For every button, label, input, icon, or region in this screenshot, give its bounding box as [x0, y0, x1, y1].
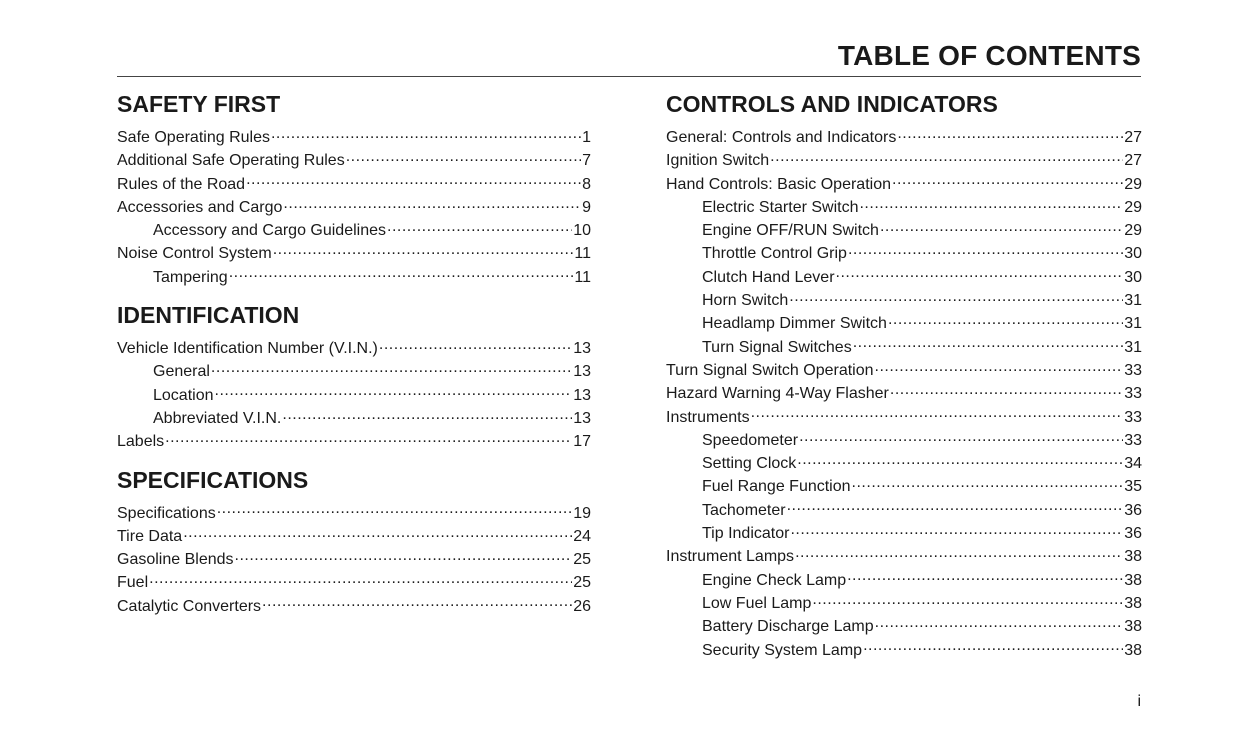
- toc-subentry[interactable]: [117, 266, 591, 289]
- entry-page-number: 30: [1124, 268, 1142, 286]
- toc-subentry[interactable]: [666, 266, 1142, 289]
- entry-page-number: 29: [1124, 198, 1142, 216]
- entry-page-number: 33: [1124, 408, 1142, 426]
- toc-entry[interactable]: [117, 242, 591, 265]
- toc-entry[interactable]: [666, 126, 1142, 149]
- toc-entry[interactable]: [666, 359, 1142, 382]
- toc-subentry[interactable]: [666, 219, 1142, 242]
- entry-label: Hand Controls: Basic Operation: [666, 175, 891, 193]
- entry-label: Specifications: [117, 504, 216, 522]
- header-divider: [117, 76, 1141, 77]
- entry-page-number: 27: [1124, 152, 1142, 170]
- toc-entry[interactable]: [117, 126, 591, 149]
- dot-leader: [346, 149, 581, 165]
- entry-label: Tachometer: [702, 501, 786, 519]
- dot-leader: [770, 149, 1123, 165]
- toc-entry[interactable]: [117, 548, 591, 571]
- dot-leader: [812, 592, 1123, 608]
- section-heading: SAFETY FIRST: [117, 91, 281, 117]
- toc-entry[interactable]: [666, 149, 1142, 172]
- dot-leader: [797, 452, 1123, 468]
- entry-page-number: 29: [1124, 222, 1142, 240]
- dot-leader: [888, 312, 1123, 328]
- toc-section: [666, 88, 1142, 662]
- entry-page-number: 24: [573, 527, 591, 545]
- entry-page-number: 31: [1124, 338, 1142, 356]
- toc-subentry[interactable]: [666, 522, 1142, 545]
- entry-label: Catalytic Converters: [117, 597, 262, 615]
- toc-entry[interactable]: [117, 337, 591, 360]
- section-heading: SPECIFICATIONS: [117, 466, 309, 493]
- dot-leader: [273, 242, 574, 258]
- entry-label: Instruments: [666, 408, 750, 426]
- entry-label: Fuel Range Function: [702, 478, 851, 496]
- entry-label: Ignition Switch: [666, 152, 770, 170]
- toc-entry[interactable]: [117, 196, 591, 219]
- entry-label: Fuel: [117, 574, 149, 592]
- dot-leader: [848, 242, 1123, 258]
- dot-leader: [183, 525, 572, 541]
- entry-page-number: 36: [1124, 525, 1142, 543]
- dot-leader: [165, 430, 572, 446]
- dot-leader: [379, 337, 572, 353]
- entry-label: Gasoline Blends: [117, 551, 234, 569]
- toc-subentry[interactable]: [666, 639, 1142, 662]
- entry-page-number: 38: [1124, 548, 1142, 566]
- entry-label: Tire Data: [117, 527, 183, 545]
- dot-leader: [799, 429, 1123, 445]
- entry-page-number: 8: [582, 175, 591, 193]
- entry-label: Setting Clock: [702, 455, 797, 473]
- toc-right-column: [666, 88, 1142, 672]
- dot-leader: [875, 615, 1124, 631]
- entry-page-number: 30: [1124, 245, 1142, 263]
- dot-leader: [795, 545, 1123, 561]
- toc-entry[interactable]: [117, 595, 591, 618]
- entry-label: Turn Signal Switches: [702, 338, 852, 356]
- entry-label: Hazard Warning 4-Way Flasher: [666, 385, 889, 403]
- section-heading: IDENTIFICATION: [117, 302, 300, 329]
- toc-subentry[interactable]: [666, 429, 1142, 452]
- entry-page-number: 33: [1124, 385, 1142, 403]
- entry-page-number: 7: [582, 152, 591, 170]
- entry-label: General: [153, 363, 210, 381]
- dot-leader: [863, 639, 1123, 655]
- entry-label: Electric Starter Switch: [702, 198, 859, 216]
- entry-label: Safe Operating Rules: [117, 129, 270, 146]
- entry-label: Vehicle Identification Number (V.I.N.): [117, 340, 378, 358]
- entry-label: Turn Signal Switch Operation: [666, 361, 874, 379]
- dot-leader: [853, 336, 1124, 352]
- entry-label: Low Fuel Lamp: [702, 594, 812, 612]
- entry-label: Tip Indicator: [702, 525, 790, 543]
- dot-leader: [892, 173, 1123, 189]
- dot-leader: [875, 359, 1124, 375]
- entry-label: Instrument Lamps: [666, 548, 795, 566]
- entry-page-number: 13: [573, 386, 591, 404]
- dot-leader: [229, 266, 574, 282]
- toc-subentry[interactable]: [666, 499, 1142, 522]
- entry-page-number: 17: [573, 433, 591, 451]
- entry-label: General: Controls and Indicators: [666, 129, 897, 146]
- entry-label: Abbreviated V.I.N.: [153, 409, 282, 427]
- dot-leader: [787, 499, 1124, 515]
- dot-leader: [387, 219, 572, 235]
- entry-page-number: 11: [574, 245, 591, 263]
- toc-subentry[interactable]: [666, 289, 1142, 312]
- dot-leader: [859, 196, 1123, 212]
- toc-subentry[interactable]: [117, 219, 591, 242]
- dot-leader: [262, 595, 572, 611]
- entry-page-number: 36: [1124, 501, 1142, 519]
- toc-subentry[interactable]: [117, 360, 591, 383]
- dot-leader: [215, 384, 573, 400]
- toc-subentry[interactable]: [666, 196, 1142, 219]
- dot-leader: [217, 502, 572, 518]
- entry-label: Additional Safe Operating Rules: [117, 152, 345, 170]
- toc-subentry[interactable]: [666, 615, 1142, 638]
- dot-leader: [836, 266, 1124, 282]
- section-heading: CONTROLS AND INDICATORS: [666, 91, 998, 117]
- entry-label: Throttle Control Grip: [702, 245, 847, 263]
- entry-page-number: 38: [1124, 618, 1142, 636]
- entry-label: Headlamp Dimmer Switch: [702, 315, 887, 333]
- entry-label: Clutch Hand Lever: [702, 268, 835, 286]
- entry-page-number: 27: [1124, 129, 1142, 146]
- dot-leader: [271, 126, 581, 142]
- entry-label: Noise Control System: [117, 245, 272, 263]
- entry-page-number: 31: [1124, 315, 1142, 333]
- entry-page-number: 31: [1124, 292, 1142, 310]
- toc-entry[interactable]: [117, 525, 591, 548]
- toc-subentry[interactable]: [117, 384, 591, 407]
- entry-page-number: 25: [573, 551, 591, 569]
- entry-label: Tampering: [153, 268, 228, 286]
- toc-subentry[interactable]: [666, 336, 1142, 359]
- dot-leader: [211, 360, 572, 376]
- toc-subentry[interactable]: [666, 242, 1142, 265]
- entry-page-number: 38: [1124, 571, 1142, 589]
- toc-section: [117, 299, 591, 453]
- page-title: TABLE OF CONTENTS: [837, 40, 1141, 71]
- entry-page-number: 19: [573, 504, 591, 522]
- dot-leader: [246, 173, 581, 189]
- page-number: i: [1137, 693, 1141, 710]
- dot-leader: [283, 196, 581, 212]
- entry-page-number: 1: [582, 129, 591, 146]
- toc-subentry[interactable]: [117, 407, 591, 430]
- toc-entry[interactable]: [666, 173, 1142, 196]
- dot-leader: [880, 219, 1123, 235]
- entry-label: Accessories and Cargo: [117, 198, 283, 216]
- toc-section: [117, 464, 591, 618]
- entry-label: Engine Check Lamp: [702, 571, 847, 589]
- entry-label: Security System Lamp: [702, 641, 863, 659]
- toc-subentry[interactable]: [666, 475, 1142, 498]
- entry-page-number: 34: [1124, 455, 1142, 473]
- entry-label: Battery Discharge Lamp: [702, 618, 874, 636]
- toc-subentry[interactable]: [666, 592, 1142, 615]
- toc-entry[interactable]: [666, 406, 1142, 429]
- dot-leader: [751, 406, 1124, 422]
- toc-left-column: [117, 88, 591, 628]
- entry-label: Location: [153, 386, 214, 404]
- dot-leader: [235, 548, 573, 564]
- entry-page-number: 33: [1124, 431, 1142, 449]
- entry-page-number: 13: [573, 340, 591, 358]
- entry-label: Speedometer: [702, 431, 799, 449]
- toc-section: [117, 88, 591, 289]
- entry-page-number: 13: [573, 363, 591, 381]
- toc-entry[interactable]: [666, 545, 1142, 568]
- dot-leader: [282, 407, 572, 423]
- toc-subentry[interactable]: [666, 452, 1142, 475]
- entry-page-number: 35: [1124, 478, 1142, 496]
- toc-subentry[interactable]: [666, 312, 1142, 335]
- entry-page-number: 26: [573, 597, 591, 615]
- dot-leader: [790, 522, 1123, 538]
- entry-label: Horn Switch: [702, 292, 789, 310]
- entry-page-number: 38: [1124, 594, 1142, 612]
- entry-page-number: 13: [573, 409, 591, 427]
- toc-entry[interactable]: [117, 571, 591, 594]
- entry-page-number: 33: [1124, 361, 1142, 379]
- entry-page-number: 25: [573, 574, 591, 592]
- entry-page-number: 11: [574, 268, 591, 286]
- dot-leader: [890, 382, 1123, 398]
- toc-entry[interactable]: [117, 173, 591, 196]
- dot-leader: [852, 475, 1124, 491]
- dot-leader: [149, 571, 572, 587]
- dot-leader: [847, 569, 1123, 585]
- toc-entry[interactable]: [117, 149, 591, 172]
- entry-label: Labels: [117, 433, 165, 451]
- entry-page-number: 38: [1124, 641, 1142, 659]
- entry-label: Rules of the Road: [117, 175, 246, 193]
- entry-label: Accessory and Cargo Guidelines: [153, 222, 387, 240]
- toc-entry[interactable]: [117, 430, 591, 453]
- dot-leader: [897, 126, 1123, 142]
- entry-page-number: 10: [573, 222, 591, 240]
- entry-page-number: 9: [582, 198, 591, 216]
- dot-leader: [789, 289, 1123, 305]
- entry-label: Engine OFF/RUN Switch: [702, 222, 879, 240]
- toc-entry[interactable]: [666, 382, 1142, 405]
- toc-subentry[interactable]: [666, 569, 1142, 592]
- toc-entry[interactable]: [117, 502, 591, 525]
- entry-page-number: 29: [1124, 175, 1142, 193]
